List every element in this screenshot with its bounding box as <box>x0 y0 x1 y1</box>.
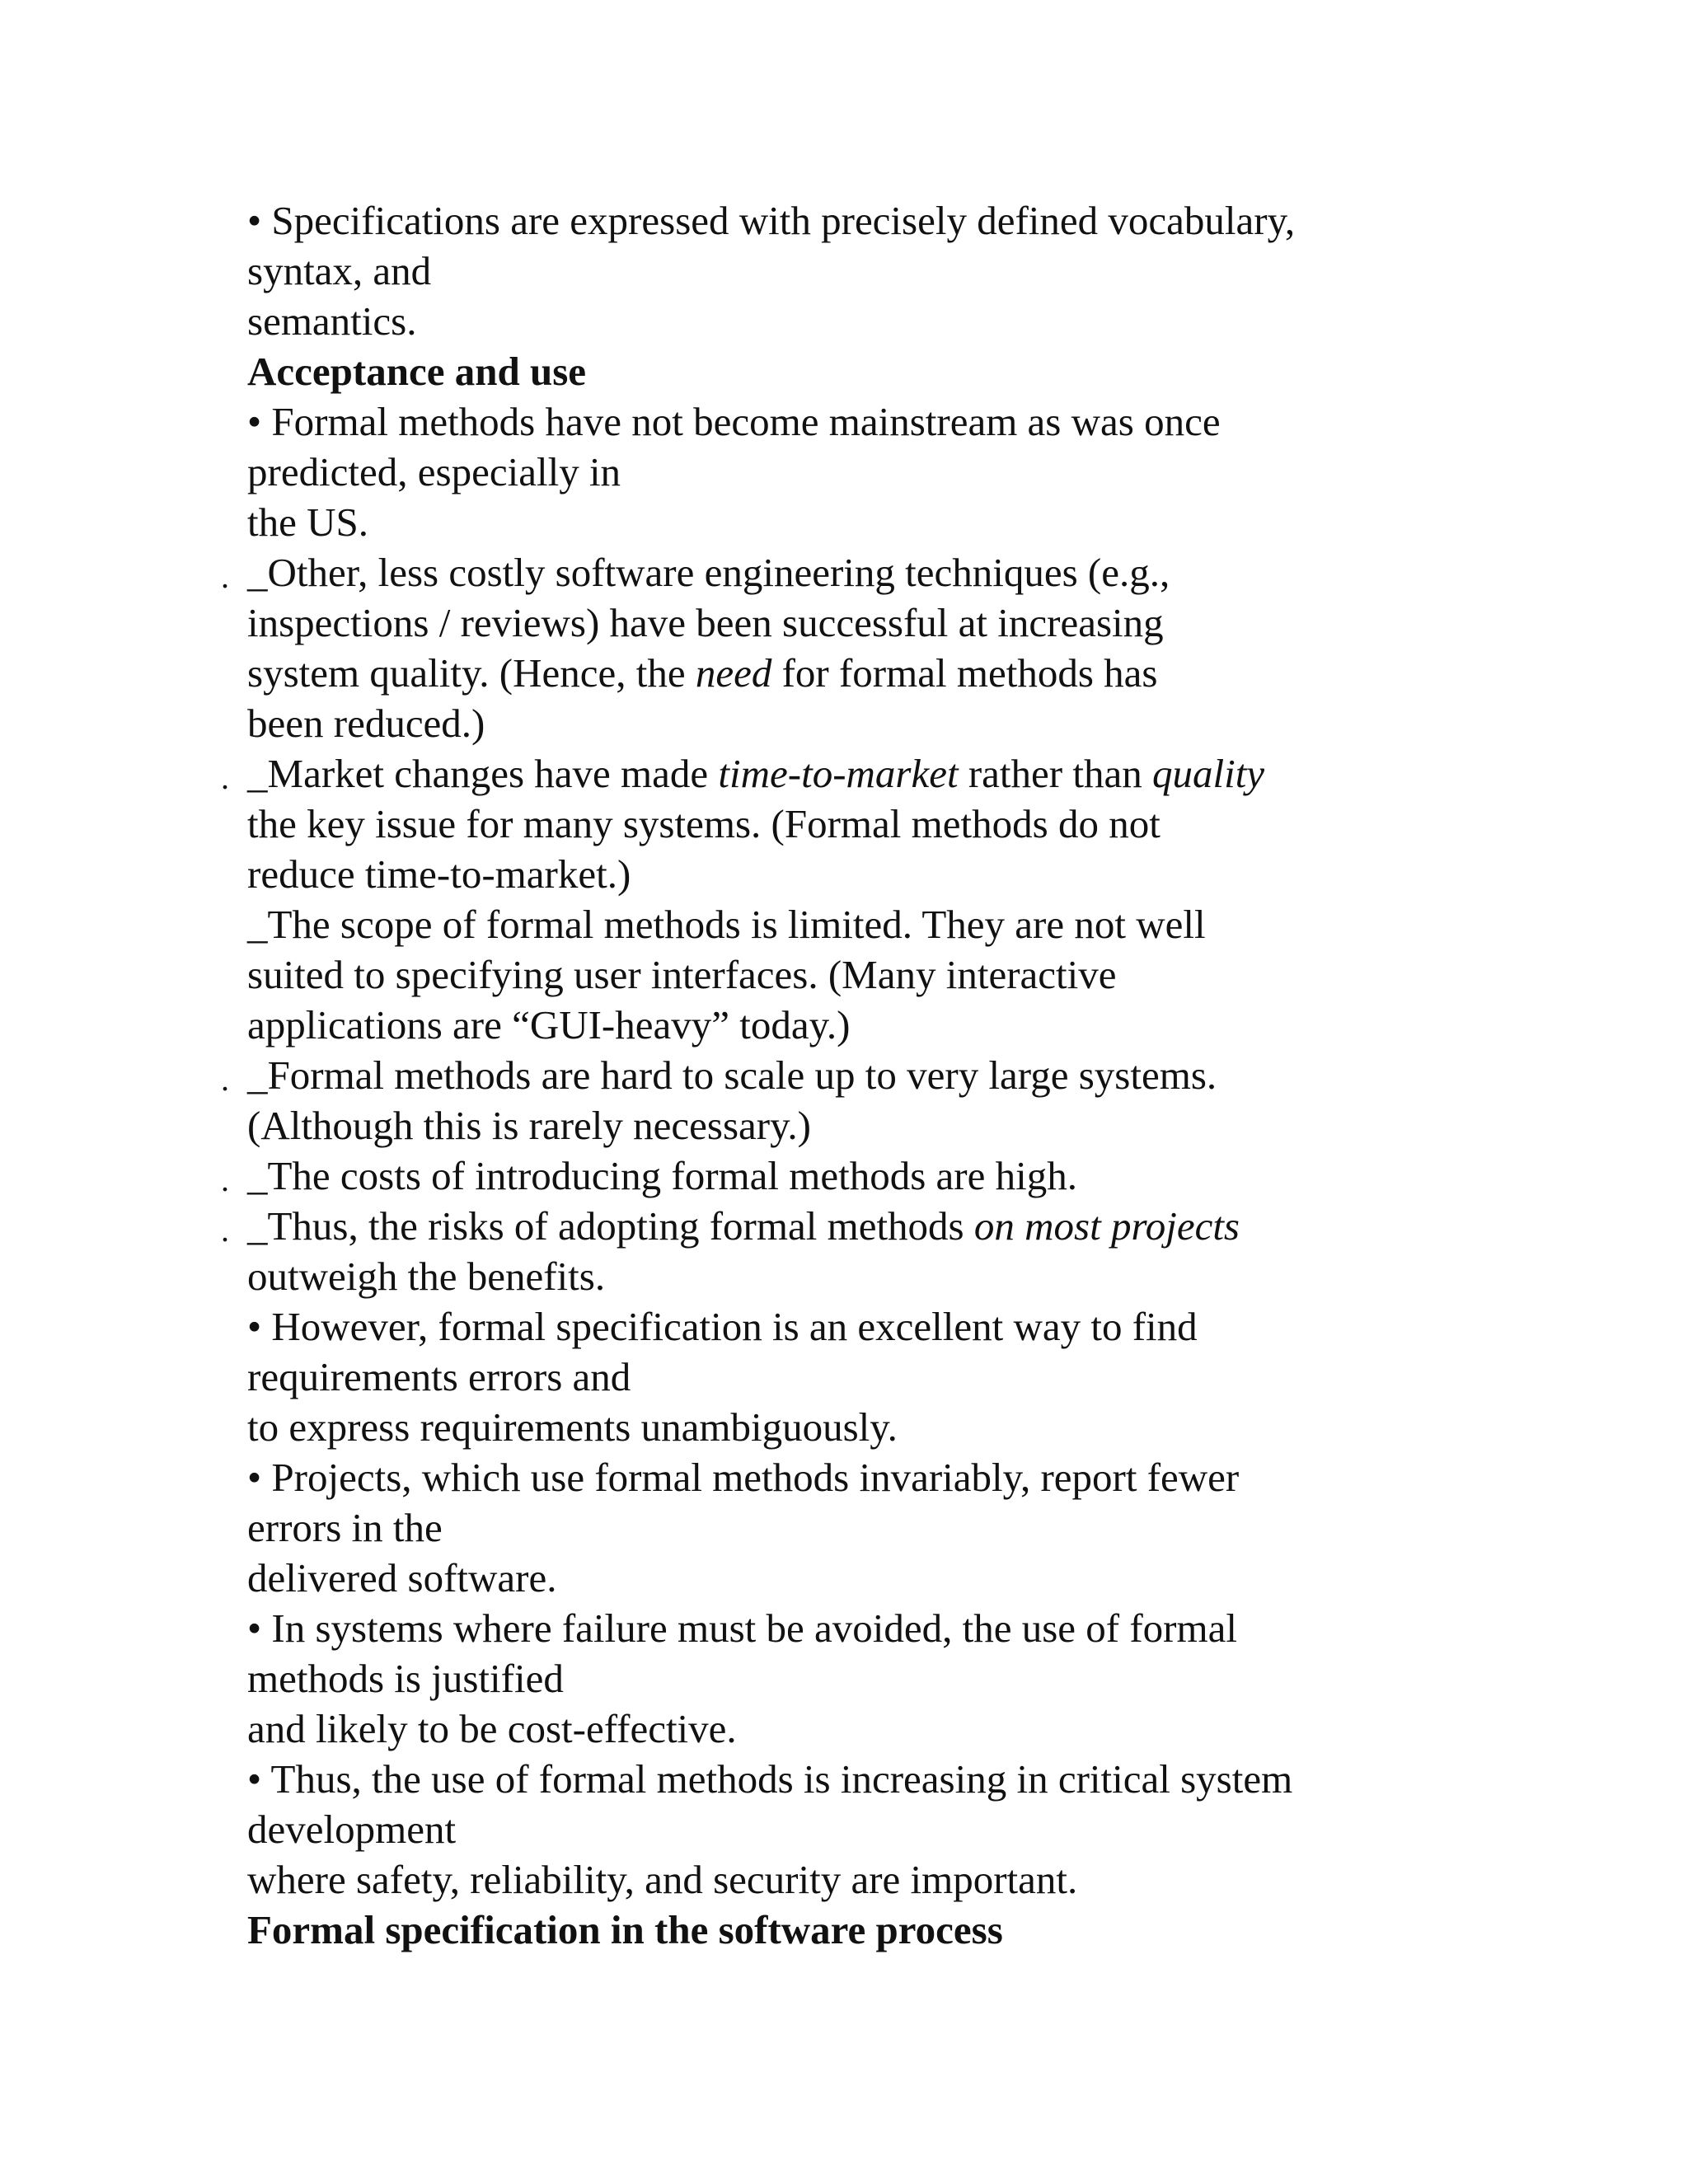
text-line: reduce time-to-market.) <box>247 851 631 897</box>
text-line: suited to specifying user interfaces. (Many interactive <box>247 952 1117 997</box>
text-segment: _Market changes have made <box>247 751 719 796</box>
text-line: _Other, less costly software engineering techniques (e.g., <box>247 550 1170 595</box>
text-line: • However, formal specification is an excellent way to find <box>247 1304 1198 1349</box>
text-line: • Projects, which use formal methods invariably, report fewer <box>247 1455 1240 1500</box>
text-line: to express requirements unambiguously. <box>247 1404 898 1450</box>
text-line: (Although this is rarely necessary.) <box>247 1103 811 1148</box>
text-line: requirements errors and <box>247 1354 631 1399</box>
text-line: • Specifications are expressed with precisely defined vocabulary, <box>247 198 1296 243</box>
list-marker: . <box>221 1161 229 1198</box>
text-line: • Thus, the use of formal methods is increasing in critical system <box>247 1756 1293 1802</box>
emphasis-text: quality <box>1151 751 1265 796</box>
text-line: _Formal methods are hard to scale up to very large systems. <box>247 1052 1217 1098</box>
text-line <box>247 753 1264 794</box>
section-heading: Acceptance and use <box>247 349 587 394</box>
text-line: _The costs of introducing formal methods are high. <box>247 1153 1077 1198</box>
text-segment: rather than <box>958 751 1152 796</box>
text-line: methods is justified <box>247 1656 564 1701</box>
text-segment: _Thus, the risks of adopting formal methods <box>247 1203 974 1249</box>
emphasis-text: time-to-market <box>718 751 959 796</box>
text-line: outweigh the benefits. <box>247 1254 606 1299</box>
text-line: development <box>247 1807 457 1852</box>
text-line: applications are “GUI-heavy” today.) <box>247 1002 851 1047</box>
list-marker: . <box>221 1212 229 1249</box>
emphasis-text: on most projects <box>973 1203 1240 1249</box>
text-line: syntax, and <box>247 248 432 293</box>
list-marker: . <box>221 1061 229 1098</box>
text-segment: system quality. (Hence, the <box>247 650 696 696</box>
text-line: delivered software. <box>247 1555 557 1601</box>
emphasis-text: need <box>695 650 772 696</box>
text-segment: for formal methods has <box>771 650 1158 696</box>
text-line: semantics. <box>247 298 417 344</box>
text-line: and likely to be cost-effective. <box>247 1706 737 1751</box>
list-marker: . <box>221 558 229 595</box>
text-line: where safety, reliability, and security are important. <box>247 1857 1078 1902</box>
text-line: predicted, especially in <box>247 449 621 494</box>
text-line: inspections / reviews) have been successful at increasing <box>247 600 1164 645</box>
text-line: errors in the <box>247 1505 443 1550</box>
text-line: _The scope of formal methods is limited. They are not well <box>247 902 1206 947</box>
text-line: been reduced.) <box>247 701 485 746</box>
text-line: • In systems where failure must be avoided, the use of formal <box>247 1605 1237 1651</box>
section-heading: Formal specification in the software process <box>247 1907 1003 1952</box>
list-marker: . <box>221 759 229 796</box>
text-line: • Formal methods have not become mainstream as was once <box>247 399 1221 444</box>
text-line: the key issue for many systems. (Formal methods do not <box>247 801 1160 846</box>
text-line <box>247 650 1158 696</box>
text-line: the US. <box>247 499 368 545</box>
text-line <box>247 1203 1240 1249</box>
